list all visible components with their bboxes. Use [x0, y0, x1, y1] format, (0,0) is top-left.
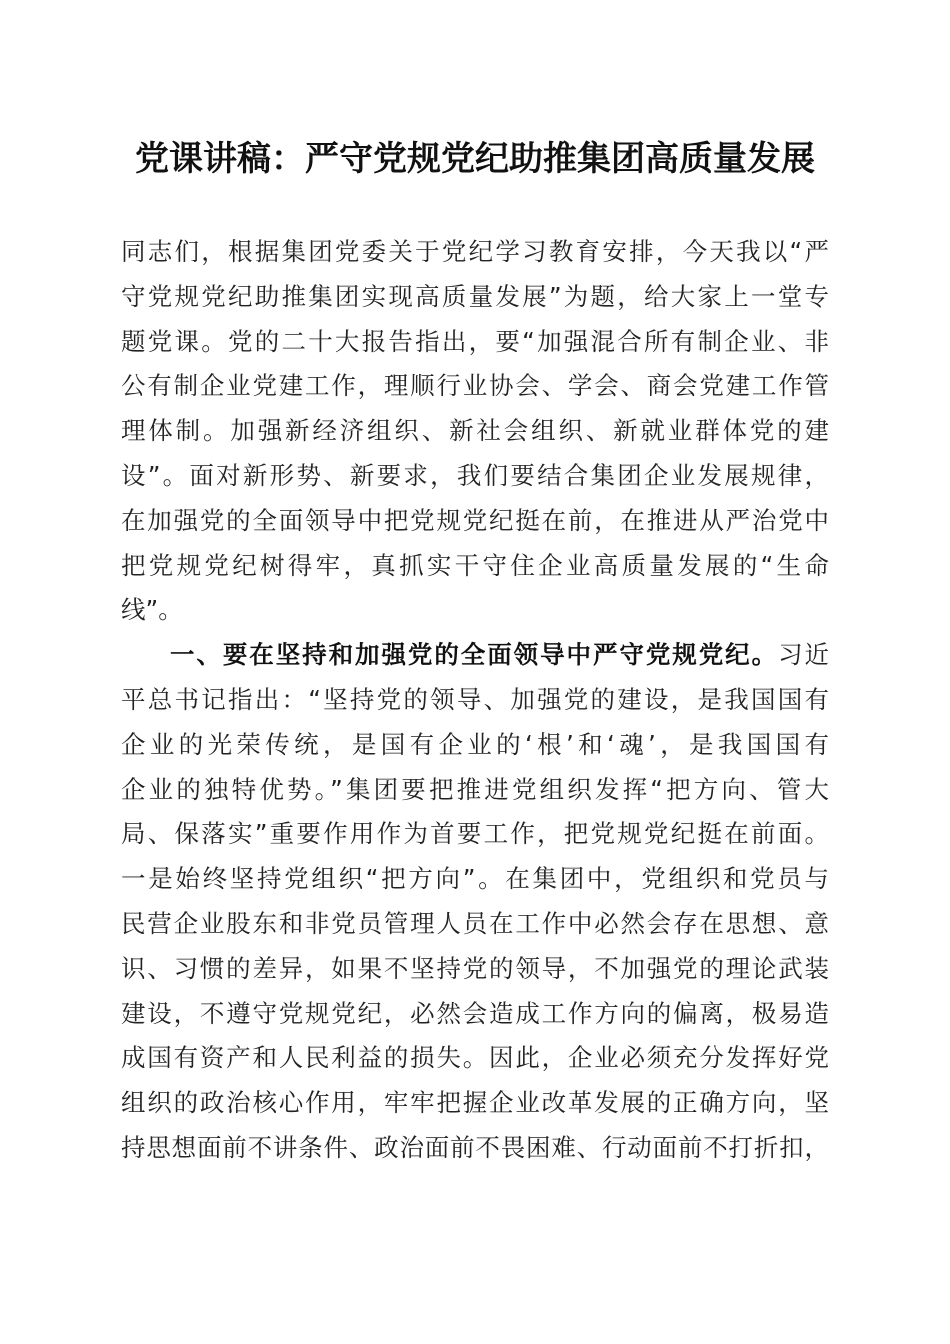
text-line: 企业的光荣传统，是国有企业的‘根’和‘魂’，是我国国有 [121, 729, 829, 759]
text-line: 一是始终坚持党组织“把方向”。在集团中，党组织和党员与 [121, 864, 829, 894]
text-line: 题党课。党的二十大报告指出，要“加强混合所有制企业、非 [121, 326, 829, 356]
text-line: 组织的政治核心作用，牢牢把握企业改革发展的正确方向，坚 [121, 1088, 829, 1118]
text-line: 公有制企业党建工作，理顺行业协会、学会、商会党建工作管 [121, 371, 829, 401]
text-line: 设”。面对新形势、新要求，我们要结合集团企业发展规律， [121, 460, 829, 490]
text-line: 民营企业股东和非党员管理人员在工作中必然会存在思想、意 [121, 908, 829, 938]
text-line: 线”。 [121, 595, 183, 625]
section-1-paragraph [121, 633, 829, 1171]
intro-paragraph [121, 230, 829, 633]
text-line: 同志们，根据集团党委关于党纪学习教育安排，今天我以“严 [121, 237, 829, 266]
text-line: 成国有资产和人民利益的损失。因此，企业必须充分发挥好党 [121, 1043, 829, 1073]
document-title: 党课讲稿：严守党规党纪助推集团高质量发展 [135, 139, 815, 179]
section-1-heading: 一、要在坚持和加强党的全面领导中严守党规党纪。 [170, 640, 779, 670]
document-body [121, 230, 829, 1171]
text-line: 识、习惯的差异，如果不坚持党的领导，不加强党的理论武装 [121, 953, 829, 983]
text-line: 在加强党的全面领导中把党规党纪挺在前，在推进从严治党中 [121, 505, 829, 535]
section-1-first-line [121, 633, 829, 678]
text-line: 理体制。加强新经济组织、新社会组织、新就业群体党的建 [121, 416, 829, 446]
text-line: 建设，不遵守党规党纪，必然会造成工作方向的偏离，极易造 [121, 998, 829, 1028]
text-line: 局、保落实”重要作用作为首要工作，把党规党纪挺在前面。 [121, 819, 829, 849]
text-line: 平总书记指出：“坚持党的领导、加强党的建设，是我国国有 [121, 684, 829, 714]
text-line: 持思想面前不讲条件、政治面前不畏困难、行动面前不打折扣， [121, 1132, 829, 1162]
section-1-first-line-rest: 习近 [778, 640, 829, 670]
text-line: 守党规党纪助推集团实现高质量发展”为题，给大家上一堂专 [121, 281, 829, 311]
text-line: 企业的独特优势。”集团要把推进党组织发挥“把方向、管大 [121, 774, 829, 804]
text-line: 把党规党纪树得牢，真抓实干守住企业高质量发展的“生命 [121, 550, 829, 580]
